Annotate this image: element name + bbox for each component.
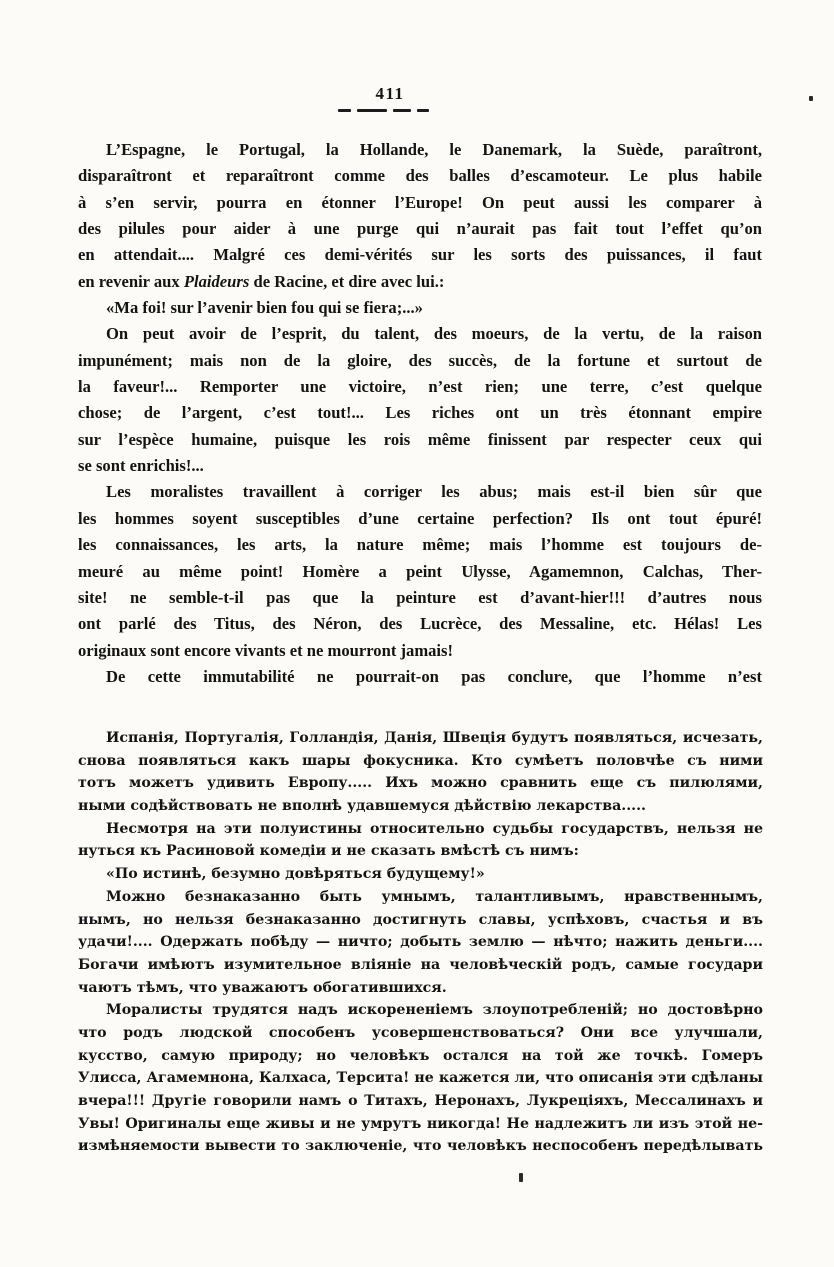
text-line: измѣняемости вывести то заключеніе, что человѣкъ неспособенъ передѣлывать <box>78 1138 763 1155</box>
text-line: la faveur!... Remporter une victoire, n’est rien; une terre, c’est quelque <box>78 377 762 397</box>
text-line: Les moralistes travaillent à corriger les abus; mais est-il bien sûr que <box>106 482 762 502</box>
text-line: On peut avoir de l’esprit, du talent, des moeurs, de la vertu, de la raison <box>106 324 762 344</box>
print-speck-bottom <box>519 1173 523 1182</box>
dashed-rule <box>338 109 429 112</box>
text-line: impunément; mais non de la gloire, des succès, de la fortune et surtout de <box>78 350 762 370</box>
text-line: Улисса, Агамемнона, Калхаса, Терсита! не кажется ли, что описанія эти сдѣланы <box>78 1070 763 1087</box>
russian-text-block <box>78 727 763 1158</box>
text-line: en attendait.... Malgré ces demi-vérités sur les sorts des puissances, il faut <box>78 245 762 265</box>
text-line: site! ne semble-t-il pas que la peinture est d’avant-hier!!! d’autres nous <box>78 587 762 607</box>
french-text-block <box>78 137 762 690</box>
text-line: тотъ можетъ удивить Европу..... Ихъ можно сравнить еще съ пилюлями, <box>78 775 763 792</box>
text-line: Богачи имѣютъ изумительное вліяніе на человѣческій родъ, самые государи <box>78 956 763 973</box>
text-line: удачи!.... Одержать побѣду — ничто; добыть землю — нѣчто; нажить деньги.... <box>78 934 763 951</box>
text-line: ными содѣйствовать не вполнѣ удавшемуся дѣйствію лекарства..... <box>78 798 646 815</box>
text-line <box>78 269 762 295</box>
print-speck-top-right <box>809 96 813 101</box>
text-line: чаютъ тѣмъ, что уважаютъ обогатившихся. <box>78 979 447 996</box>
text-line: sur l’espèce humaine, puisque les rois même finissent par respecter ceux qui <box>78 429 762 449</box>
dash-segment <box>338 109 351 112</box>
text-line: нымъ, но нельзя безнаказанно достигнуть славы, успѣховъ, счастья и въ <box>78 911 763 928</box>
text-line: se sont enrichis!... <box>78 456 204 476</box>
text-line: originaux sont encore vivants et ne mourront jamais! <box>78 640 454 660</box>
text-line: L’Espagne, le Portugal, la Hollande, le Danemark, la Suède, paraîtront, <box>106 140 762 159</box>
text-segment: en revenir aux <box>78 271 184 291</box>
dash-segment <box>417 109 429 112</box>
text-line: les connaissances, les arts, la nature même; mais l’homme est toujours de- <box>78 535 762 555</box>
italic-book-title: Plaideurs <box>183 271 250 291</box>
dash-segment <box>393 109 411 112</box>
page-number: 411 <box>375 84 405 103</box>
dash-segment <box>357 109 387 112</box>
quote-line: «По истинѣ, безумно довѣряться будущему!» <box>106 866 485 883</box>
text-line: снова появляться какъ шары фокусника. Кто сумѣетъ половчѣе съ ними <box>78 752 763 769</box>
text-segment: de Racine, et dire avec lui.: <box>249 271 445 291</box>
text-line: Моралисты трудятся надъ искорененіемъ злоупотребленій; но достовѣрно <box>106 1002 763 1019</box>
text-line: les hommes soyent susceptibles d’une certaine perfection? Ils ont tout épuré! <box>78 508 762 528</box>
text-line: des pilules pour aider à une purge qui n’aurait pas fait tout l’effet qu’on <box>78 219 762 239</box>
text-line: disparaîtront et reparaîtront comme des balles d’escamoteur. Le plus habile <box>78 166 762 186</box>
text-line: Можно безнаказанно быть умнымъ, талантливымъ, нравственнымъ, <box>106 888 763 905</box>
text-line: De cette immutabilité ne pourrait-on pas conclure, que l’homme n’est <box>106 666 762 686</box>
text-line: Несмотря на эти полуистины относительно судьбы государствъ, нельзя не <box>106 820 763 837</box>
text-line: нуться къ Расиновой комедіи и не сказать вмѣстѣ съ нимъ: <box>78 843 579 860</box>
text-line: Испанія, Португалія, Голландія, Данія, Швеція будутъ появляться, исчезать, <box>106 730 763 746</box>
text-line: à s’en servir, pourra en étonner l’Europe! On peut aussi les comparer à <box>78 192 762 212</box>
text-line: chose; de l’argent, c’est tout!... Les riches ont un très étonnant empire <box>78 403 762 423</box>
text-line: вчера!!! Другіе говорили намъ о Титахъ, Неронахъ, Лукреціяхъ, Мессалинахъ и <box>78 1093 763 1109</box>
text-line: что родъ людской способенъ усовершенствоваться? Они все улучшали, <box>78 1024 763 1041</box>
text-line: кусство, самую природу; но человѣкъ остался на той же точкѣ. Гомеръ <box>78 1047 763 1064</box>
text-line: Увы! Оригиналы еще живы и не умрутъ никогда! Не надлежитъ ли изъ этой не- <box>78 1115 763 1132</box>
text-line: meuré au même point! Homère a peint Ulysse, Agamemnon, Calchas, Ther- <box>78 561 762 581</box>
text-line: ont parlé des Titus, des Néron, des Lucrèce, des Messaline, etc. Hélas! Les <box>78 614 762 634</box>
quote-line: «Ma foi! sur l’avenir bien fou qui se fiera;...» <box>106 298 423 318</box>
